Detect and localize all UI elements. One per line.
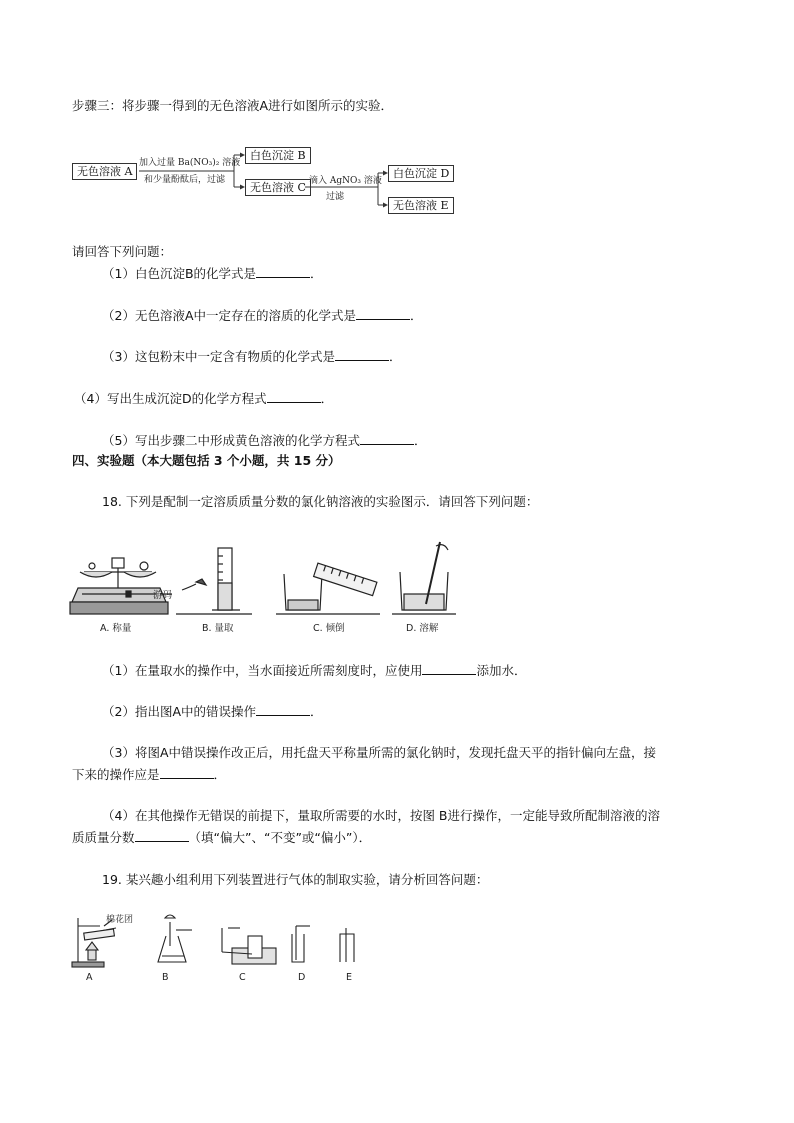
flow-reagent2-line2: 过滤 (326, 192, 345, 202)
flow-box-b: 白色沉淀 B (245, 147, 311, 164)
q18-part-3-text: 下来的操作应是 (72, 767, 160, 782)
heating-apparatus-icon (72, 918, 116, 967)
q17-item-5-text: （5）写出步骤二中形成黄色溶液的化学方程式 (102, 433, 360, 448)
q19-stem: 19. 某兴趣小组利用下列装置进行气体的制取实验，请分析回答问题： (102, 872, 489, 887)
q17-item-4-end: ． (320, 391, 334, 406)
flow-box-d: 白色沉淀 D (388, 165, 454, 182)
caption-e: E (346, 972, 353, 983)
flow-reagent2-line1: 滴入 AgNO₃ 溶液 (309, 176, 382, 186)
q17-item-1-text: （1）白色沉淀B的化学式是 (102, 266, 257, 281)
q17-item-5-end: ． (413, 433, 427, 448)
water-trough-icon (222, 928, 276, 964)
section-4-heading: 四、实验题（本大题包括 3 个小题，共 15 分） (72, 453, 341, 468)
q18-part-2-end: ． (310, 704, 323, 719)
q17-item-3-end: ． (388, 349, 402, 364)
flow-reagent1-line2: 和少量酚酞后，过滤 (144, 175, 226, 185)
q17-item-2-end: ． (410, 308, 423, 323)
caption-d: D (298, 972, 306, 983)
cotton-label: 棉花团 (106, 915, 134, 925)
flow-box-c: 无色溶液 C (245, 179, 311, 196)
q18-part-1-text: （1）在量取水的操作中，当水面接近所需刻度时，应使用 (102, 663, 423, 678)
q18-part-1-end: 添加水． (476, 663, 527, 678)
caption-b: B. 量取 (202, 623, 234, 634)
q18-part-3-end: ． (213, 767, 227, 782)
weight-label: 游码 (153, 590, 173, 601)
flow-box-e: 无色溶液 E (388, 197, 454, 214)
q17-item-2-text: （2）无色溶液A中一定存在的溶质的化学式是 (102, 308, 357, 323)
q18-part-4-line-1: （4）在其他操作无错误的前提下，量取所需要的水时，按图 B进行操作，一定能导致所配制溶液的溶 (102, 808, 661, 823)
q18-part-4-end: （填“偏大”、“不变”或“偏小”）． (188, 830, 372, 845)
flask-icon (158, 915, 192, 962)
flow-reagent1-line1: 加入过量 Ba(NO₃)₂ 溶液 (139, 158, 241, 168)
q17-intro: 请回答下列问题： (72, 244, 173, 259)
caption-d: D. 溶解 (406, 623, 439, 634)
caption-a: A. 称量 (100, 623, 132, 634)
gas-jar-down-icon (340, 928, 354, 962)
caption-c: C. 倾倒 (313, 623, 345, 634)
q18-part-3-line-1: （3）将图A中错误操作改正后，用托盘天平称量所需的氯化钠时，发现托盘天平的指针偏向左盘，接 (102, 745, 657, 760)
gas-jar-up-icon (292, 926, 310, 962)
q17-item-4-text: （4）写出生成沉淀D的化学方程式 (74, 391, 267, 406)
caption-b: B (162, 972, 169, 983)
q17-item-1-end: ． (310, 266, 323, 281)
step3-text: 步骤三：将步骤一得到的无色溶液A进行如图所示的实验． (72, 98, 394, 113)
q18-part-2-text: （2）指出图A中的错误操作 (102, 704, 257, 719)
q18-stem: 18. 下列是配制一定溶质质量分数的氯化钠溶液的实验图示．请回答下列问题： (102, 494, 539, 509)
caption-a: A (86, 972, 93, 983)
caption-c: C (239, 972, 246, 983)
q17-item-3-text: （3）这包粉末中一定含有物质的化学式是 (102, 349, 335, 364)
q18-part-4-text: 质质量分数 (72, 830, 135, 845)
flow-box-a: 无色溶液 A (72, 163, 137, 180)
